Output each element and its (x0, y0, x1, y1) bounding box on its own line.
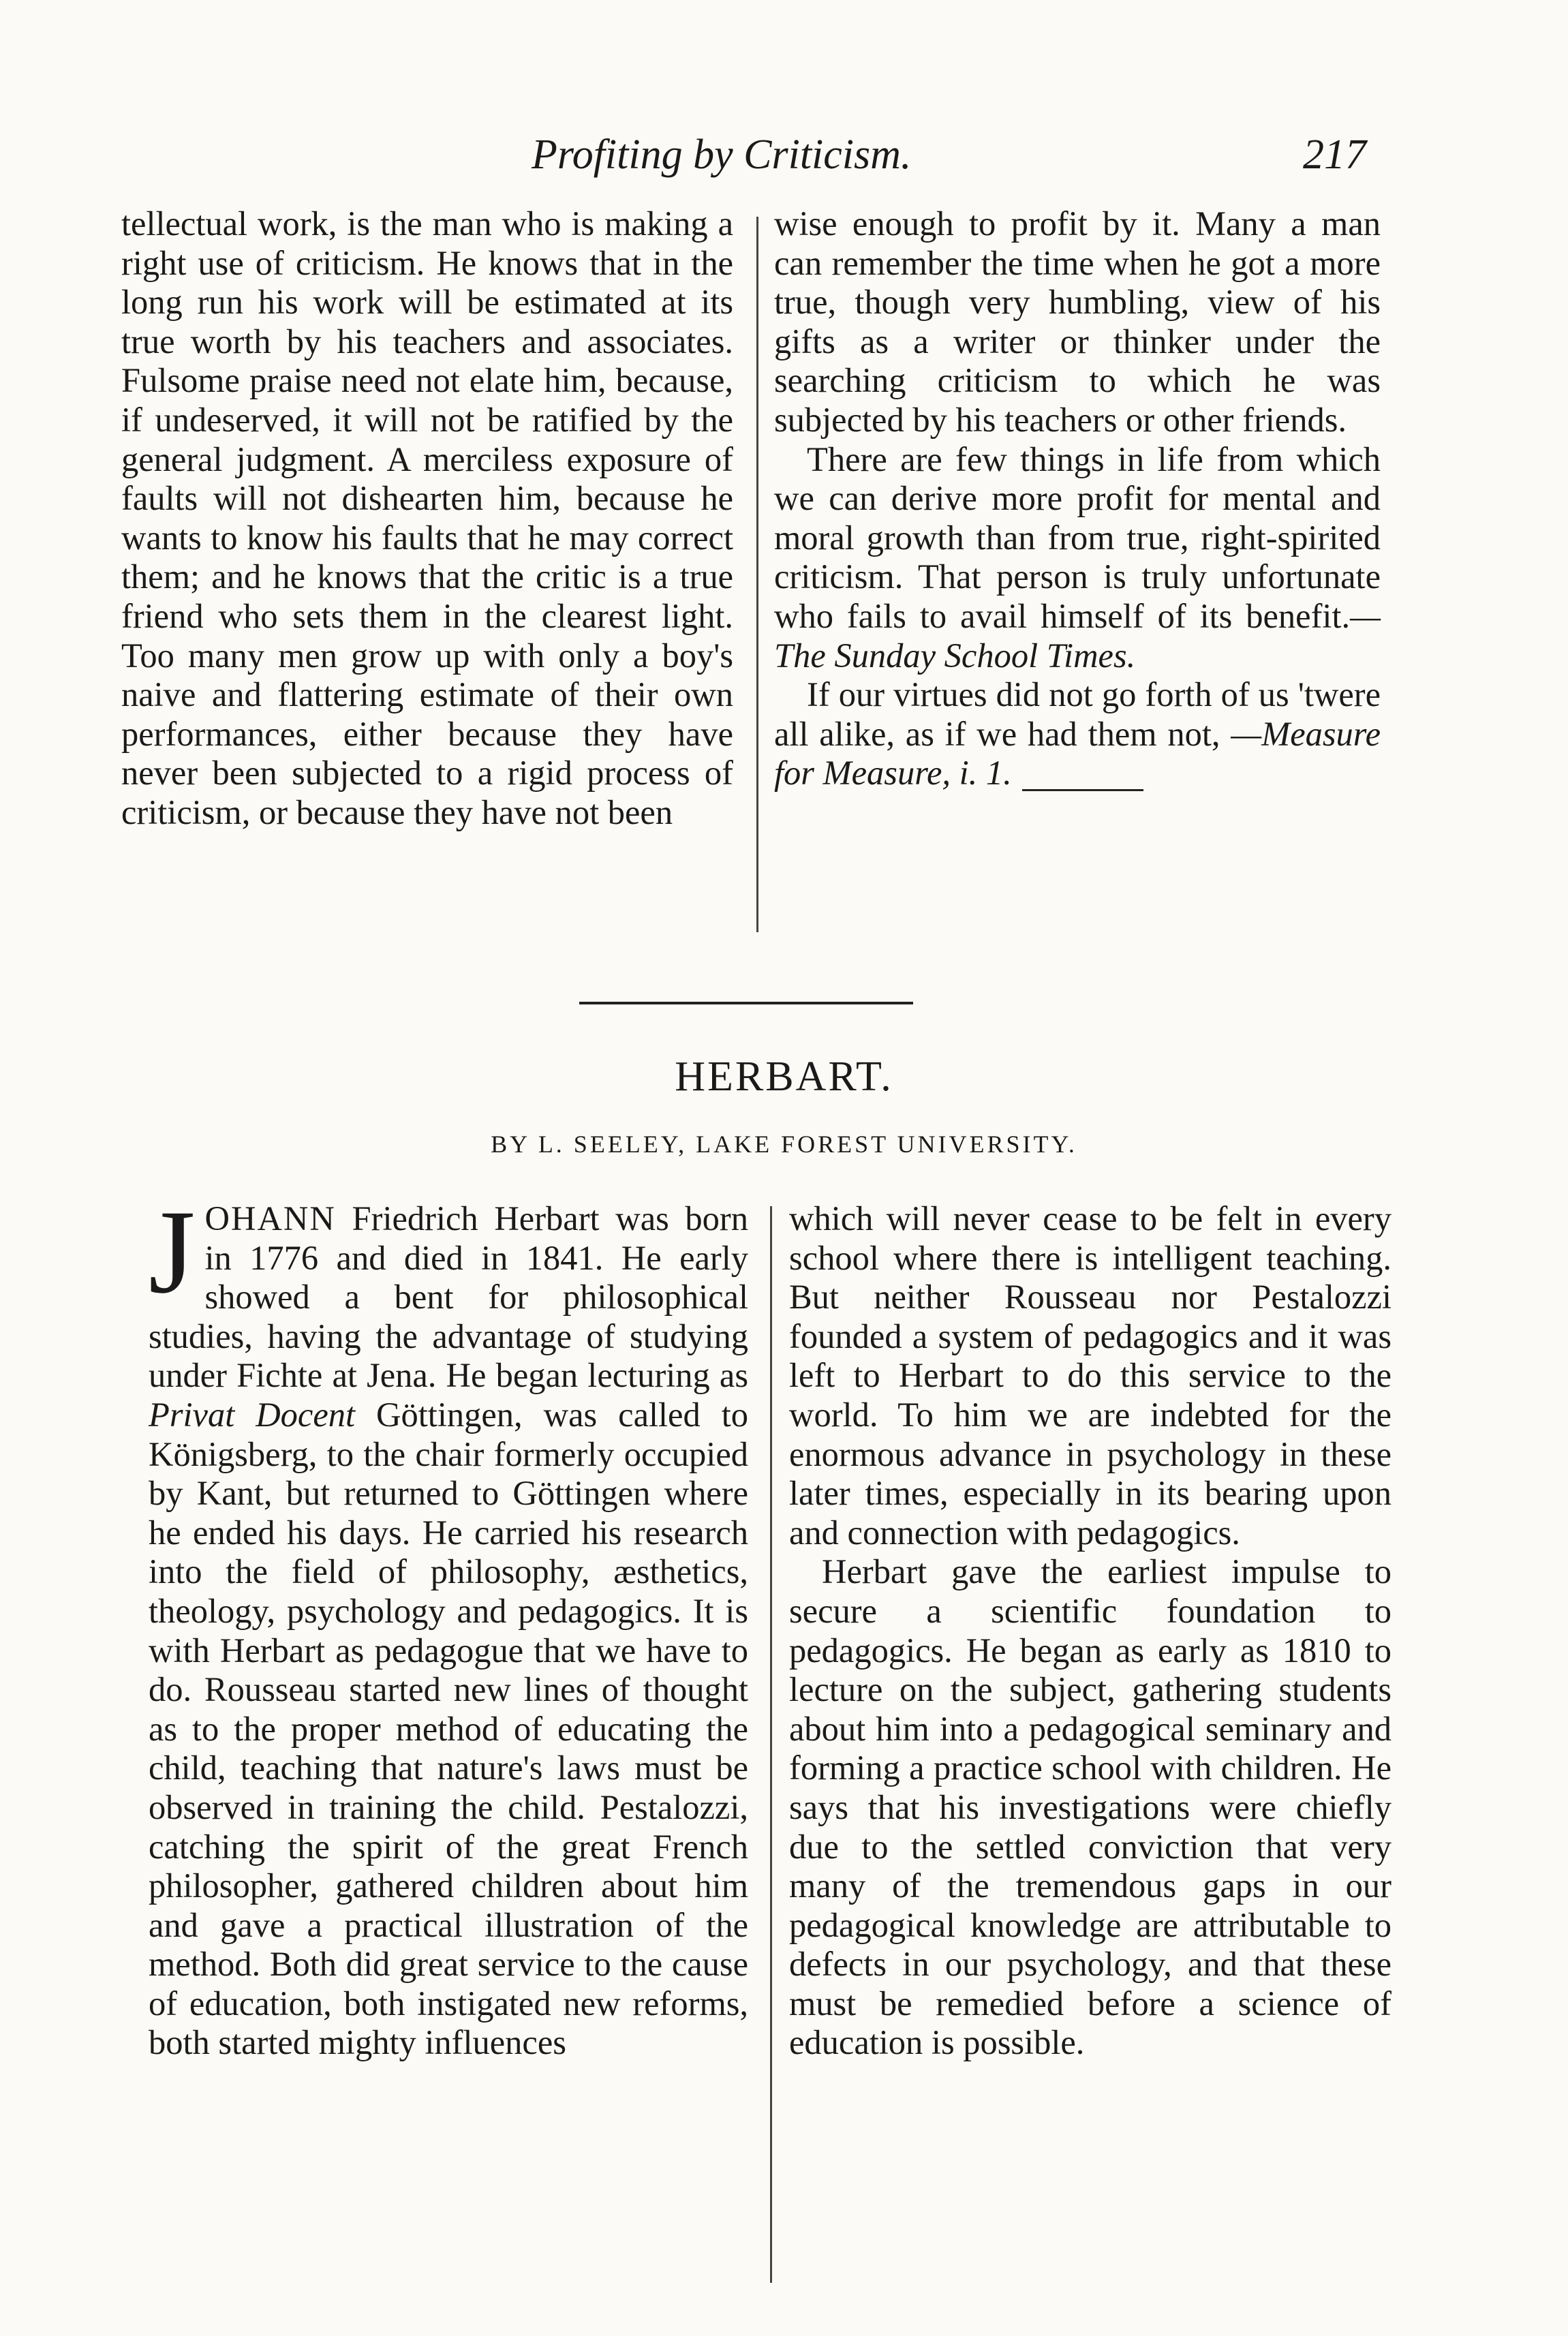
column-divider-top (756, 217, 758, 932)
privat-docent-term: Privat Docent (149, 1395, 356, 1434)
running-title: Profiting by Criticism. (532, 132, 912, 178)
opening-text: Friedrich Herbart was born in 1776 and died in 1841. He early showed a bent for philosophical studies, having the advantage of studying under Fichte at Jena. He began lecturing as (149, 1199, 748, 1395)
source-citation: —The Sunday School Times. (774, 596, 1381, 675)
paragraph-closing (774, 440, 1381, 676)
section-divider (579, 1002, 913, 1004)
article-opening-paragraph (149, 1186, 748, 2063)
article-paragraph-continued: which will never cease to be felt in every school where there is intelligent teaching. But neither Rousseau nor Pestalozzi founded a system of pedagogics and it was left to Herbart to do this service to the world. To him we are indebted for the enormous advance in psychology in these later times, especially in its bearing upon and connection with pedagogics. (789, 1199, 1392, 1552)
opening-text-rest: Göttingen, was called to Königsberg, to the chair formerly occupied by Kant, but returned to Göttingen where he ended his days. He carried his research into the field of philosophy, æsthetics, theology, psychology and pedagogics. It is with Herbart as pedagogue that we have to do. Rousseau started new lines of thought as to the proper method of educating the child, teaching that nature's laws must be observed in training the child. Pestalozzi, catching the spirit of the great French philosopher, gathered children about him and gave a practical illustration of the method. Both did great service to the cause of education, both instigated new reforms, both started mighty influences (149, 1395, 748, 2062)
article-paragraph-2: Herbart gave the earliest impulse to secure a scientific foundation to pedagogics. He began as early as 1810 to lecture on the subject, gathering students about him into a pedagogical seminary and forming a practice school with children. He says that his investigations were chiefly due to the settled conviction that very many of the tremendous gaps in our pedagogical knowledge are attributable to defects in our psychology, and that these must be remedied before a science of education is possible. (789, 1552, 1392, 2062)
quote-text: If our virtues did not go forth of us 'twere all alike, as if we had them not, (774, 675, 1381, 753)
top-left-column (121, 204, 733, 833)
paragraph-continued: tellectual work, is the man who is making a right use of criticism. He knows that in the long run his work will be estimated at its true worth by his teachers and associates. Fulsome praise need not elate him, because, if undeserved, it will not be ratified by the general judgment. A merciless exposure of faults will not dishearten him, because he wants to know his faults that he may correct them; and he knows that the critic is a true friend who sets them in the clearest light. Too many men grow up with only a boy's naive and flattering estimate of their own performances, either because they have never been subjected to a rigid process of criticism, or because they have not been (121, 204, 733, 831)
drop-cap: J (149, 1186, 196, 1319)
opening-word: OHANN (204, 1199, 336, 1238)
paragraph-continued-right: wise enough to profit by it. Many a man can remember the time when he got a more true, though very humbling, view of his gifts as a writer or thinker under the searching criticism to which he was subjected by his teachers or other friends. (774, 204, 1381, 439)
closing-text: There are few things in life from which we can derive more profit for mental and moral growth than from true, right-spirited criticism. That person is truly unfortunate who fails to avail himself of its benefit. (774, 440, 1381, 635)
article-byline: BY L. SEELEY, LAKE FOREST UNIVERSITY. (491, 1131, 1077, 1158)
short-divider (1022, 789, 1143, 791)
article-title: HERBART. (675, 1054, 893, 1100)
column-divider-bottom (770, 1206, 772, 2283)
top-right-column (774, 204, 1381, 793)
page-number: 217 (1303, 132, 1366, 178)
quote-source: —Measure for Measure, i. 1. (774, 714, 1381, 793)
epigraph-quote (774, 675, 1381, 793)
article-left-column (149, 1186, 748, 2063)
article-right-column (789, 1199, 1392, 2063)
